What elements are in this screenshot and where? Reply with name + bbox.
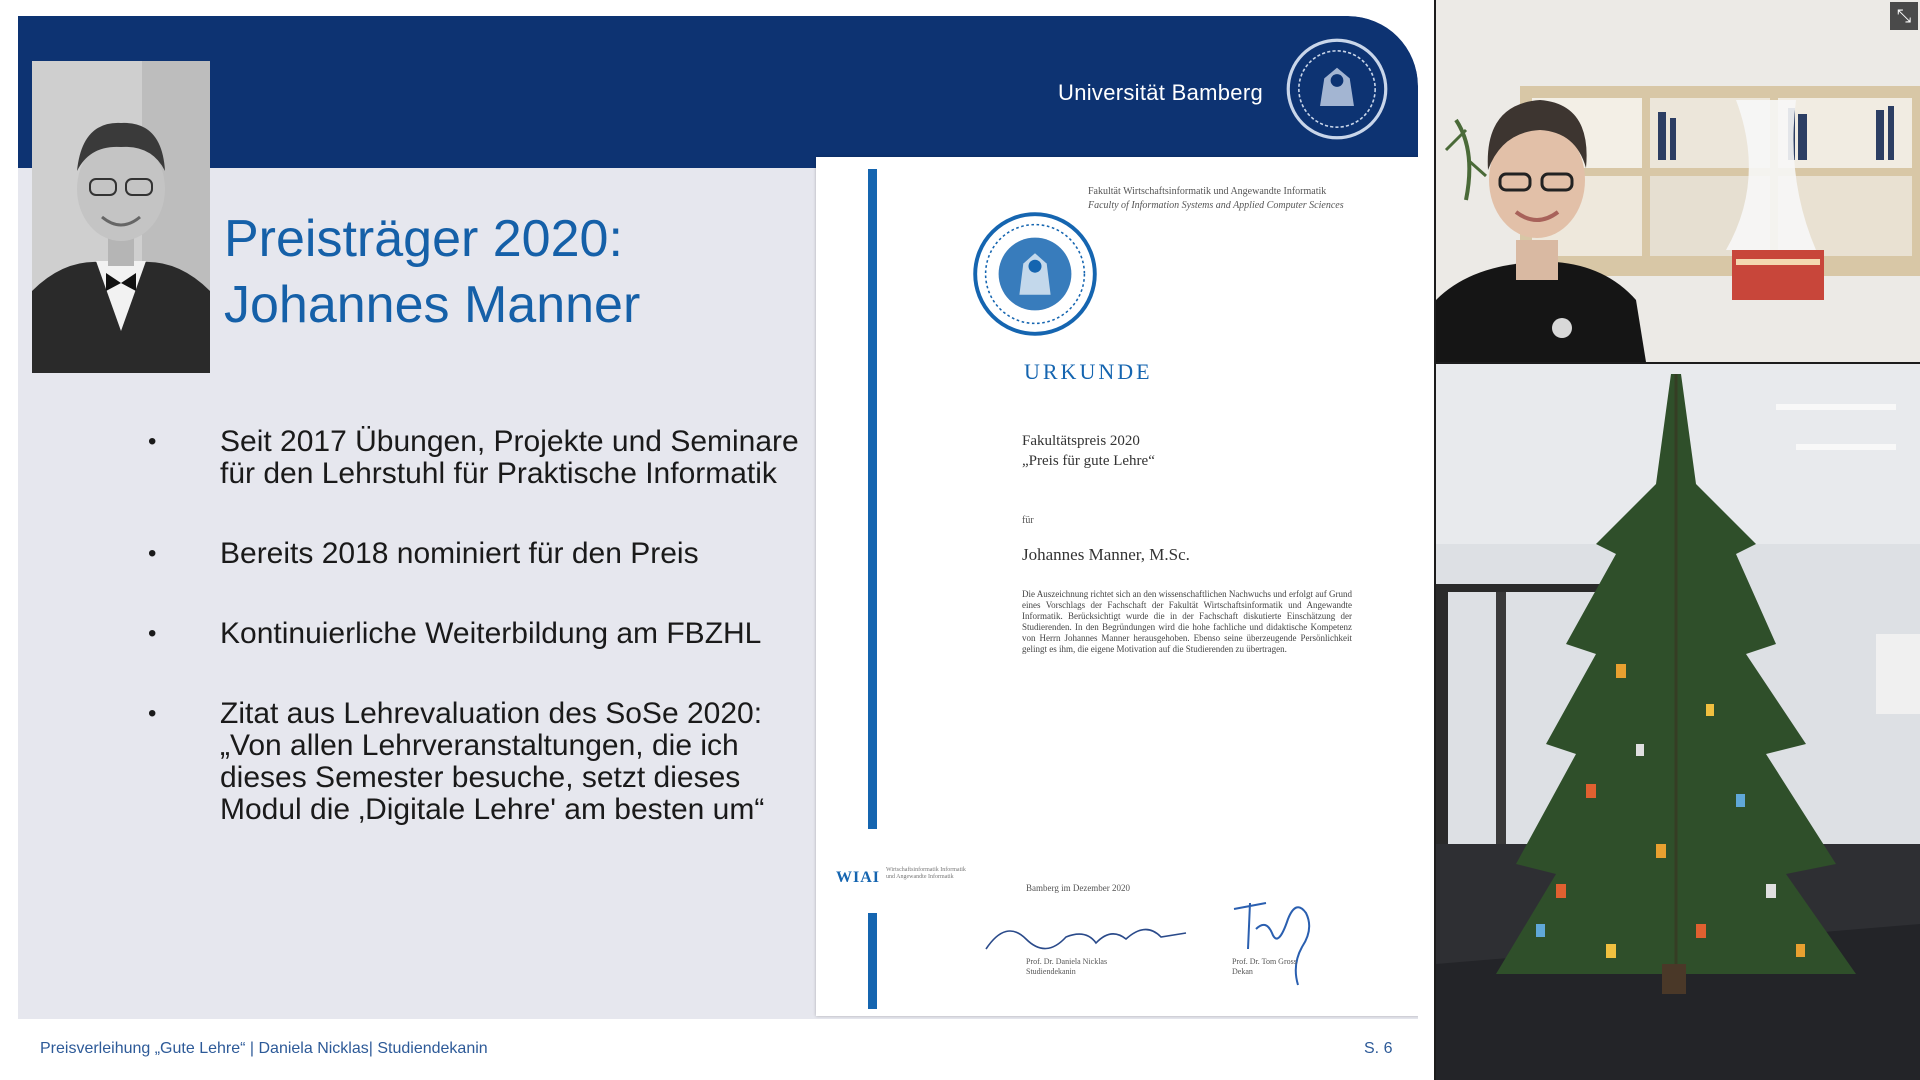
- certificate-image: [816, 157, 1418, 1016]
- slide-header: [18, 16, 1418, 168]
- signer-1-name: Prof. Dr. Daniela Nicklas: [1026, 957, 1108, 966]
- bullet-list: [148, 426, 808, 874]
- signer-2: [1232, 957, 1297, 977]
- certificate-prize: [1022, 431, 1155, 471]
- prize-line-1: Fakultätspreis 2020: [1022, 433, 1140, 449]
- prize-line-2: „Preis für gute Lehre“: [1022, 453, 1155, 469]
- university-seal-icon: [1284, 36, 1390, 142]
- certificate-body-text: Die Auszeichnung richtet sich an den wissenschaftlichen Nachwuchs und erfolgt auf Grund eines Vorschlags der Fachschaft der Fakultät Wirtschaftsinformatik und Angewandte Informatik. Berücksichtigt wurde die in der Fachschaft diskutierte Einschätzung der Studierenden. In den Begründungen wird die hohe fachliche und didaktische Kompetenz von Herrn Johannes Manner herausgehoben. Ebenso seine überzeugende Persönlichkeit gelingt es ihm, die eigene Motivation auf die Studierenden zu übertragen.: [1022, 589, 1352, 654]
- university-seal-icon: [970, 209, 1100, 339]
- signature-icon: [976, 909, 1196, 959]
- bullet-item: • Seit 2017 Übungen, Projekte und Seminare für den Lehrstuhl für Praktische Informatik: [148, 426, 808, 490]
- signer-2-role: Dekan: [1232, 967, 1253, 976]
- certificate-date: Bamberg im Dezember 2020: [1026, 883, 1131, 893]
- university-name: Universität Bamberg: [1058, 80, 1263, 105]
- video-tile-presenter[interactable]: [1436, 0, 1920, 362]
- collapse-icon[interactable]: ⤡: [1890, 2, 1918, 30]
- bullet-item: • Bereits 2018 nominiert für den Preis: [148, 538, 808, 570]
- slide-footer: Preisverleihung „Gute Lehre“ | Daniela Nicklas| Studiendekanin: [40, 1040, 488, 1057]
- certificate-recipient: Johannes Manner, M.Sc.: [1022, 545, 1190, 564]
- wiai-logo: WIAI: [836, 869, 881, 886]
- slide-frame: [18, 16, 1418, 1019]
- signature-icon: [1226, 889, 1336, 995]
- video-tile-christmas-tree[interactable]: [1436, 364, 1920, 1080]
- slide-page-number: S. 6: [1364, 1040, 1393, 1057]
- bullet-item: • Kontinuierliche Weiterbildung am FBZHL: [148, 618, 808, 650]
- certificate-bar: [868, 169, 877, 829]
- certificate-heading: URKUNDE: [1024, 359, 1153, 384]
- title-line-2: Johannes Manner: [224, 276, 641, 334]
- bullet-item: • Zitat aus Lehrevaluation des SoSe 2020: „Von allen Lehrveranstaltungen, die ich dieses Semester besuche, setzt dieses Modul die ‚Digitale Lehre' am besten um“: [148, 698, 808, 826]
- certificate-bar: [868, 913, 877, 1009]
- slide-title: [224, 206, 640, 338]
- signer-2-name: Prof. Dr. Tom Gross: [1232, 957, 1297, 966]
- portrait-photo: [32, 61, 210, 373]
- certificate-for-label: für: [1022, 515, 1034, 526]
- certificate-faculty: [1088, 185, 1388, 213]
- title-line-1: Preisträger 2020:: [224, 210, 623, 268]
- signer-1: [1026, 957, 1107, 977]
- wiai-logo-text: Wirtschaftsinformatik Informatik und Angewandte Informatik: [886, 867, 966, 880]
- faculty-en: Faculty of Information Systems and Applied Computer Sciences: [1088, 200, 1344, 211]
- faculty-de: Fakultät Wirtschaftsinformatik und Angewandte Informatik: [1088, 186, 1327, 197]
- signer-1-role: Studiendekanin: [1026, 967, 1076, 976]
